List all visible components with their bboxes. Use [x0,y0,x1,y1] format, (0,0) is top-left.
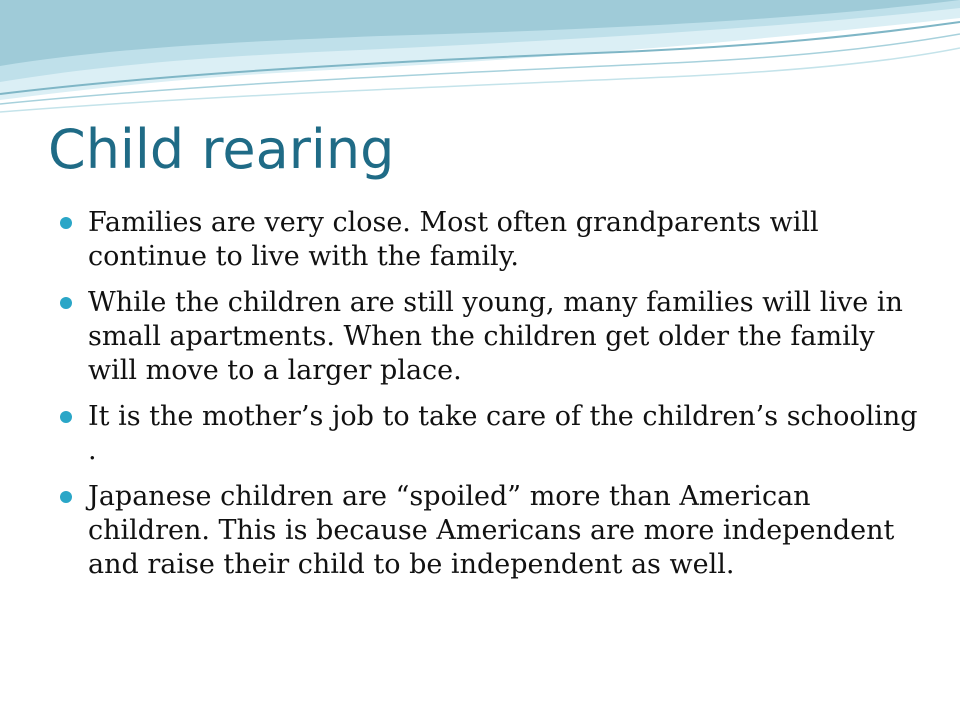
bullet-dot-icon [60,217,72,229]
slide-title: Child rearing [48,118,395,181]
bullet-text: It is the mother’s job to take care of the children’s schooling . [88,401,918,466]
bullet-dot-icon [60,411,72,423]
bullet-item [60,480,920,582]
bullet-item [60,206,920,274]
bullet-text: While the children are still young, many families will live in small apartments. When the children get older the family will move to a larger place. [88,287,903,386]
bullet-dot-icon [60,491,72,503]
bullet-text: Japanese children are “spoiled” more than American children. This is because Americans are more independent and raise their child to be independent as well. [88,481,895,580]
bullet-list [60,206,920,594]
bullet-item [60,400,920,468]
bullet-text: Families are very close. Most often grandparents will continue to live with the family. [88,207,819,272]
wave-header-decoration [0,0,960,120]
bullet-dot-icon [60,297,72,309]
bullet-item [60,286,920,388]
